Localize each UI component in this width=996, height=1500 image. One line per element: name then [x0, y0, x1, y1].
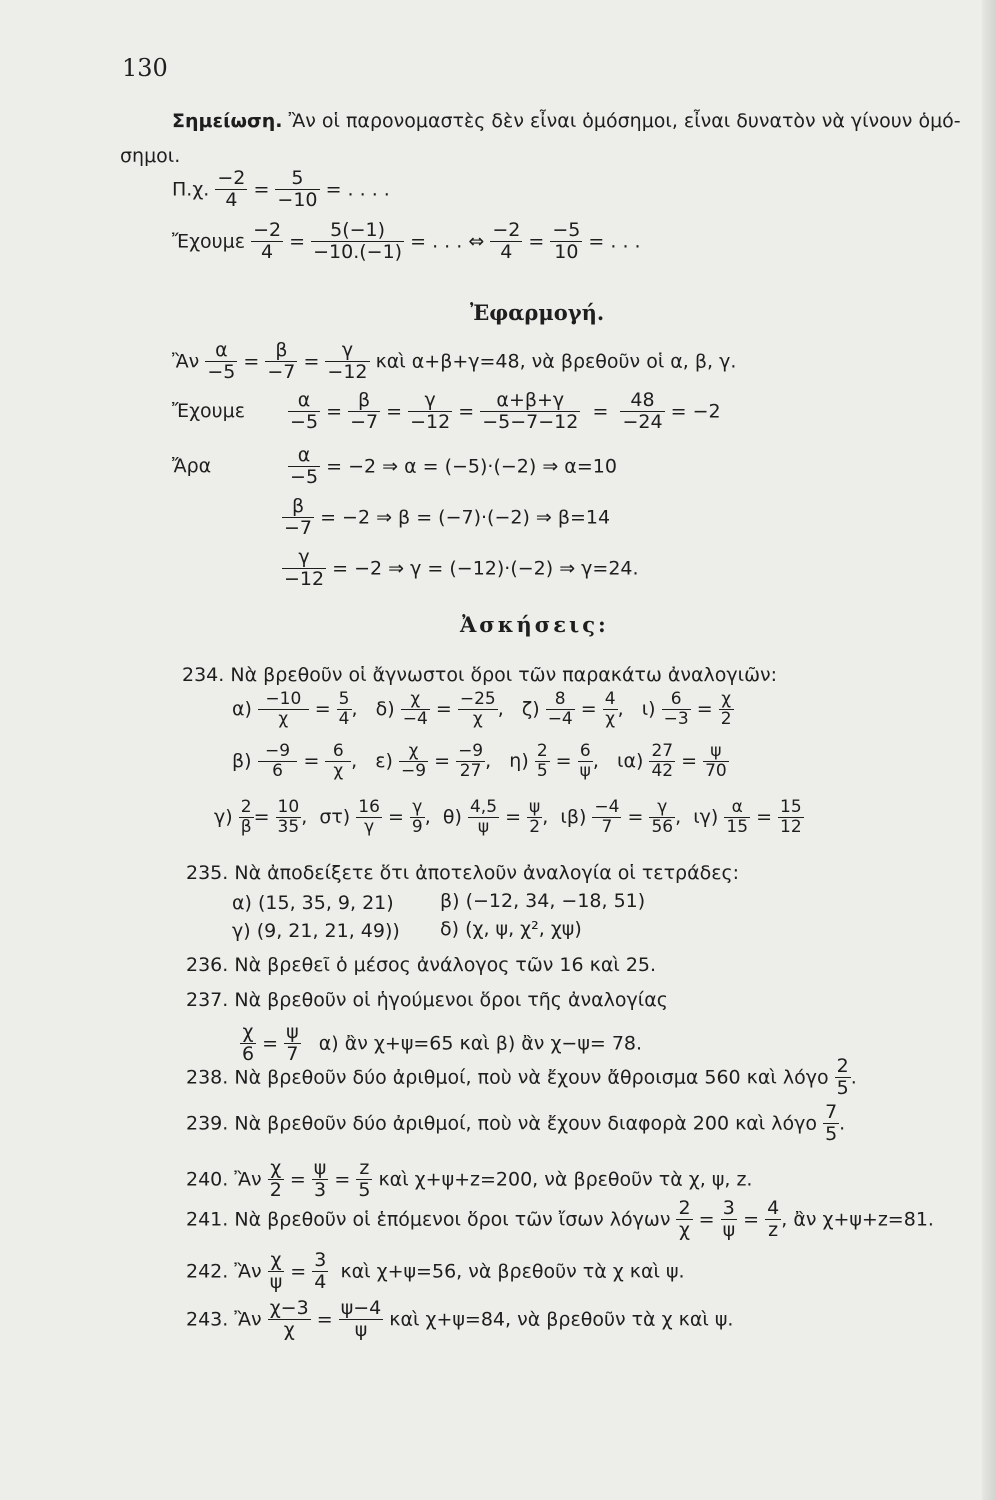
application-have: Ἔχουμε $\frac{\alpha}{-5}$ = $\frac{\beta}{-7}$ = $\frac{\gamma}{-12}$ = $\frac{\alpha+\beta+\gamma}{-5-7-12}$ = $\frac{48}{-24}$ = −2	[172, 389, 721, 433]
application-heading: Ἐφαρμογή.	[470, 300, 605, 325]
exercises-heading: Ἀσκήσεις:	[460, 612, 609, 637]
exercise-241: 241. Νὰ βρεθοῦν οἱ ἑπόμενοι ὅροι τῶν ἴσων λόγων $\frac{2}{\chi}$ = $\frac{3}{\psi}$ = $\frac{4}{z}$ , ἂν χ+ψ+z=81.	[186, 1197, 934, 1241]
fraction: $\frac{\gamma}{-12}$	[284, 546, 325, 590]
fraction: $\frac{\gamma}{-12}$	[410, 389, 451, 433]
fraction: $\frac{\alpha}{-5}$	[290, 444, 319, 488]
exercise-236: 236. Νὰ βρεθεῖ ὁ μέσος ἀνάλογος τῶν 16 καὶ 25.	[186, 954, 657, 976]
exercise-239: 239. Νὰ βρεθοῦν δύο ἀριθμοί, ποὺ νὰ ἔχουν διαφορὰ 200 καὶ λόγο $\frac{7}{5}$ .	[186, 1101, 846, 1145]
fraction: $\frac{\beta}{-7}$	[350, 389, 379, 433]
fraction: $\frac{-2}{4}$	[253, 219, 282, 263]
page-number: 130	[122, 54, 168, 82]
note-text: Ἂν οἱ παρονομαστὲς δὲν εἶναι ὁμόσημοι, εἶναι δυνατὸν νὰ γίνουν ὁμό-	[288, 110, 961, 132]
exercise-235-d: δ) (χ, ψ, χ², χψ)	[440, 918, 582, 940]
application-so-1: Ἄρα $\frac{\alpha}{-5}$ = −2 ⇒ α = (−5)·(−2) ⇒ α=10	[172, 444, 617, 488]
exercise-242: 242. Ἂν $\frac{\chi}{\psi}$ = $\frac{3}{4}$ καὶ χ+ψ=56, νὰ βρεθοῦν τὰ χ καὶ ψ.	[186, 1249, 685, 1293]
fraction: $\frac{\alpha}{-5}$	[290, 389, 319, 433]
example-label: Π.χ.	[172, 178, 210, 201]
note-line-1	[172, 110, 961, 132]
fraction: $\frac{\alpha+\beta+\gamma}{-5-7-12}$	[482, 389, 579, 433]
fraction: $\frac{48}{-24}$	[622, 389, 663, 433]
application-given: Ἂν $\frac{\alpha}{-5}$ = $\frac{\beta}{-7}$ = $\frac{\gamma}{-12}$ καὶ α+β+γ=48, νὰ βρεθοῦν οἱ α, β, γ.	[172, 339, 737, 383]
fraction: $\frac{\beta}{-7}$	[284, 495, 313, 539]
note-label: Σημείωση.	[172, 110, 283, 132]
exercise-240: 240. Ἂν $\frac{\chi}{2}$ = $\frac{\psi}{3}$ = $\frac{z}{5}$ καὶ χ+ψ+z=200, νὰ βρεθοῦν τὰ χ, ψ, z.	[186, 1157, 753, 1201]
have-label: Ἔχουμε	[172, 230, 246, 253]
note-line-2: σημοι.	[120, 145, 181, 167]
exercise-237: 237. Νὰ βρεθοῦν οἱ ἡγούμενοι ὅροι τῆς ἀναλογίας	[186, 989, 668, 1011]
exercise-235-a: α) (15, 35, 9, 21)	[232, 892, 394, 914]
fraction: $\frac{-5}{10}$	[552, 219, 581, 263]
fraction: $\frac{\alpha}{-5}$	[207, 339, 236, 383]
fraction: $\frac{\gamma}{-12}$	[327, 339, 368, 383]
fraction: $\frac{5}{-10}$	[277, 167, 318, 211]
fraction: $\frac{-2}{4}$	[217, 167, 246, 211]
exercise-235-c: γ) (9, 21, 21, 49))	[232, 920, 400, 942]
exercise-234-row-2: β) $\frac{-9}{6}$ = $\frac{6}{\chi}$ , ε) $\frac{\chi}{-9}$ = $\frac{-9}{27}$ , η) $\frac{2}{5}$ = $\frac{6}{\psi}$ , ια) $\frac{27}{42}$ = $\frac{\psi}{70}$	[232, 741, 727, 781]
exercise-234: 234. Νὰ βρεθοῦν οἱ ἄγνωστοι ὅροι τῶν παρακάτω ἀναλογιῶν:	[182, 664, 778, 686]
exercise-238: 238. Νὰ βρεθοῦν δύο ἀριθμοί, ποὺ νὰ ἔχουν ἄθροισμα 560 καὶ λόγο $\frac{2}{5}$ .	[186, 1055, 857, 1099]
fraction: $\frac{-2}{4}$	[492, 219, 521, 263]
fraction: $\frac{\beta}{-7}$	[267, 339, 296, 383]
exercise-237-eq: $\frac{\chi}{6}$ = $\frac{\psi}{7}$ α) ἂν χ+ψ=65 καὶ β) ἂν χ−ψ= 78.	[242, 1021, 643, 1065]
example-line: Π.χ. $\frac{-2}{4}$ = $\frac{5}{-10}$ = . . . .	[172, 167, 390, 211]
exercise-243: 243. Ἂν $\frac{\chi-3}{\chi}$ = $\frac{\psi-4}{\psi}$ καὶ χ+ψ=84, νὰ βρεθοῦν τὰ χ καὶ ψ.	[186, 1297, 734, 1341]
fraction: $\frac{5(-1)}{-10.(-1)}$	[313, 219, 403, 263]
application-so-3: $\frac{\gamma}{-12}$ = −2 ⇒ γ = (−12)·(−2) ⇒ γ=24.	[284, 546, 639, 590]
exercise-235-b: β) (−12, 34, −18, 51)	[440, 890, 646, 912]
exercise-235: 235. Νὰ ἀποδείξετε ὅτι ἀποτελοῦν ἀναλογία οἱ τετράδες:	[186, 862, 740, 884]
exercise-234-row-3: γ) $\frac{2}{\beta}$ = $\frac{10}{35}$ , στ) $\frac{16}{\gamma}$ = $\frac{\gamma}{9}$ , θ) $\frac{4,5}{\psi}$ = $\frac{\psi}{2}$ , ιβ) $\frac{-4}{7}$ = $\frac{\gamma}{56}$ , ιγ) $\frac{\alpha}{15}$ = $\frac{15}{12}$	[214, 797, 802, 837]
exercise-234-row-1: α) $\frac{-10}{\chi}$ = $\frac{5}{4}$ , δ) $\frac{\chi}{-4}$ = $\frac{-25}{\chi}$ , ζ) $\frac{8}{-4}$ = $\frac{4}{\chi}$ , ι) $\frac{6}{-3}$ = $\frac{\chi}{2}$	[232, 689, 732, 729]
application-so-2: $\frac{\beta}{-7}$ = −2 ⇒ β = (−7)·(−2) ⇒ β=14	[284, 495, 611, 539]
example-have-line: Ἔχουμε $\frac{-2}{4}$ = $\frac{5(-1)}{-10.(-1)}$ = . . . ⇔ $\frac{-2}{4}$ = $\frac{-5}{10}$ = . . .	[172, 219, 641, 263]
